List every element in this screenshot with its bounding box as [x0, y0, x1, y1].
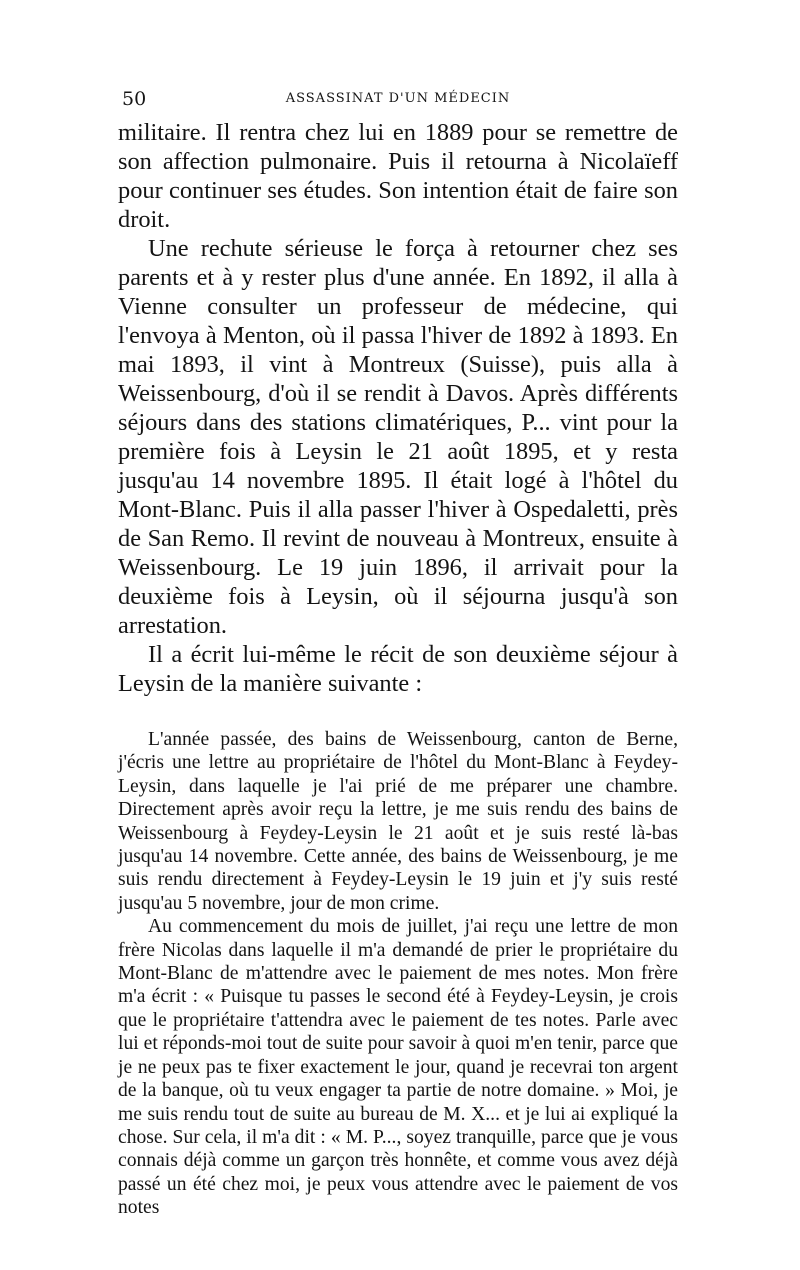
page-header	[118, 88, 678, 114]
main-text	[118, 118, 678, 698]
paragraph: militaire. Il rentra chez lui en 1889 pour se remettre de son affection pulmonaire. Puis il retourna à Nicolaïeff pour continuer ses études. Son intention était de faire son droit.	[118, 119, 678, 233]
paragraph: Il a écrit lui-même le récit de son deuxième séjour à Leysin de la manière suivante :	[118, 641, 678, 697]
paragraph: Une rechute sérieuse le força à retourner chez ses parents et à y rester plus d'une année. En 1892, il alla à Vienne consulter un professeur de médecine, qui l'envoya à Menton, où il passa l'hiver de 1892 à 1893. En mai 1893, il vint à Montreux (Suisse), puis alla à Weissenbourg, d'où il se rendit à Davos. Après différents séjours dans des stations climatériques, P... vint pour la première fois à Leysin le 21 août 1895, et y resta jusqu'au 14 novembre 1895. Il était logé à l'hôtel du Mont-Blanc. Puis il alla passer l'hiver à Ospedaletti, près de San Remo. Il revint de nouveau à Montreux, ensuite à Weissenbourg. Le 19 juin 1896, il arrivait pour la deuxième fois à Leysin, où il séjourna jusqu'à son arrestation.	[118, 235, 678, 639]
quote-paragraph: L'année passée, des bains de Weissenbourg, canton de Berne, j'écris une lettre au propriétaire de l'hôtel du Mont-Blanc à Feydey-Leysin, dans laquelle je l'ai prié de me préparer une chambre. Directement après avoir reçu la lettre, je me suis rendu des bains de Weissenbourg à Feydey-Leysin le 21 août et je suis resté là-bas jusqu'au 14 novembre. Cette année, des bains de Weissenbourg, je me suis rendu directement à Feydey-Leysin le 19 juin et j'y suis resté jusqu'au 5 novembre, jour de mon crime.	[118, 729, 678, 914]
quoted-statement	[118, 728, 678, 1220]
book-page	[118, 88, 678, 1220]
running-title: ASSASSINAT D'UN MÉDECIN	[285, 91, 511, 106]
quote-paragraph: Au commencement du mois de juillet, j'ai reçu une lettre de mon frère Nicolas dans laquelle il m'a demandé de prier le propriétaire du Mont-Blanc de m'attendre avec le paiement de mes notes. Mon frère m'a écrit : « Puisque tu passes le second été à Feydey-Leysin, je crois que le propriétaire t'attendra avec le paiement de tes notes. Parle avec lui et réponds-moi tout de suite pour savoir à quoi m'en tenir, parce que je ne peux pas te fixer exactement le jour, quand je recevrai ton argent de la banque, où tu veux engager ta partie de notre domaine. » Moi, je me suis rendu tout de suite au bureau de M. X... et je lui ai expliqué la chose. Sur cela, il m'a dit : « M. P..., soyez tranquille, parce que je vous connais déjà comme un garçon très honnête, et comme vous avez déjà passé un été chez moi, je peux vous attendre avec le paiement de vos notes	[118, 916, 678, 1219]
page-number: 50	[122, 88, 147, 110]
